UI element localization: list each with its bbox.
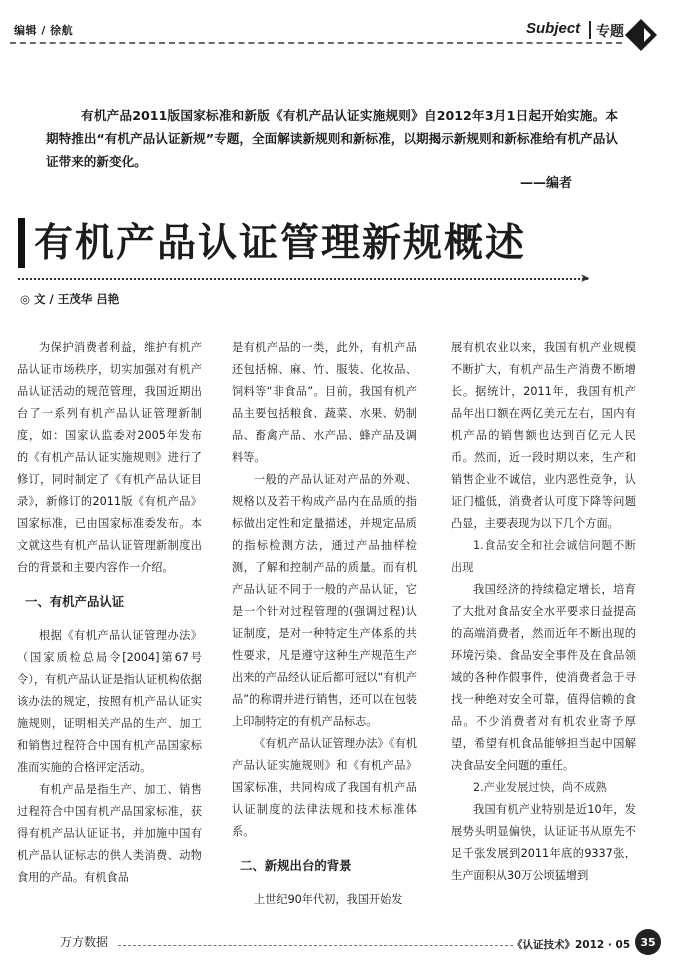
paragraph: 我国有机产业特别是近10年，发展势头明显偏快，认证证书从原先不足千张发展到2011年底的9337张，生产面积从30万公顷猛增到 bbox=[451, 803, 636, 882]
page-number: 35 bbox=[635, 929, 661, 955]
title-marker bbox=[18, 218, 25, 268]
section-editor: 编辑 / 徐航 bbox=[14, 24, 74, 37]
intro-signature: ——编者 bbox=[520, 176, 573, 191]
paragraph: 我国经济的持续稳定增长，培育了大批对食品安全水平要求日益提高的高端消费者，然而近年不断出现的环境污染、食品安全事件及在食品领域的各种作假事件，使消费者急于寻找一种绝对安全可靠，值得信赖的食品。不少消费者对有机农业寄予厚望，希望有机食品能够担当起中国解决食品安全问题的重任。 bbox=[451, 583, 636, 772]
section-label-en: Subject bbox=[526, 20, 581, 37]
section-heading: 二、新规出台的背景 bbox=[240, 858, 352, 873]
diamond-badge-icon bbox=[624, 18, 658, 52]
paragraph: 是有机产品的一类，此外，有机产品还包括棉、麻、竹、服装、化妆品、饲料等“非食品”。目前，我国有机产品主要包括粮食、蔬菜、水果、奶制品、畜禽产品、水产品、蜂产品及调料等。 bbox=[232, 341, 417, 464]
subheading: 2.产业发展过快，尚不成熟 bbox=[473, 781, 607, 794]
source-watermark: 万方数据 bbox=[60, 935, 109, 949]
subheading: 1.食品安全和社会诚信问题不断出现 bbox=[451, 539, 636, 574]
section-label: 专题 bbox=[596, 24, 624, 40]
column-3 bbox=[451, 337, 636, 887]
header-separator bbox=[589, 21, 591, 39]
paragraph: 有机产品是指生产、加工、销售过程符合中国有机产品国家标准，获得有机产品认证证书，并加施中国有机产品认证标志的供人类消费、动物食用的产品。有机食品 bbox=[17, 783, 202, 884]
section-heading: 一、有机产品认证 bbox=[25, 594, 125, 609]
article-title: 有机产品认证管理新规概述 bbox=[34, 221, 527, 266]
article-author: ◎ 文 / 王茂华 吕艳 bbox=[20, 292, 120, 306]
arrow-right-icon: ➤ bbox=[580, 271, 591, 285]
paragraph: 一般的产品认证对产品的外观、规格以及若干构成产品内在品质的指标做出定性和定量描述，并规定品质的指标检测方法，通过产品抽样检测，了解和控制产品的质量。而有机产品认证不同于一般的产品认证，它是一个针对过程管理的(强调过程)认证制度，是对一种特定生产体系的共性要求，凡是遵守这种生产规范生产出来的产品经认证后都可冠以“有机产品”的称谓并进行销售，还可以在包装上印制特定的有机产品标志。 bbox=[232, 473, 417, 728]
paragraph: 《有机产品认证管理办法》《有机产品认证实施规则》和《有机产品》国家标准，共同构成了我国有机产品认证制度的法律法规和技术标准体系。 bbox=[232, 737, 417, 838]
paragraph: 根据《有机产品认证管理办法》（国家质检总局令[2004]第67号令），有机产品认证是指认证机构依据该办法的规定，按照有机产品认证实施规则，证明相关产品的生产、加工和销售过程符合中国有机产品国家标准而实施的合格评定活动。 bbox=[17, 629, 202, 774]
header-divider bbox=[10, 42, 622, 44]
magazine-issue: 《认证技术》2012 · 05 bbox=[512, 939, 631, 951]
footer-divider bbox=[118, 945, 513, 946]
column-1 bbox=[17, 337, 202, 889]
paragraph: 为保护消费者利益，维护有机产品认证市场秩序，切实加强对有机产品认证活动的规范管理，我国近期出台了一系列有机产品认证管理新制度，如：国家认监委对2005年发布的《有机产品认证实施规则》进行了修订，同时制定了《有机产品认证目录》，新修订的2011版《有机产品》国家标准，已由国家标准委发布。本文就这些有机产品认证管理新制度出台的背景和主要内容作一介绍。 bbox=[17, 341, 202, 574]
paragraph: 上世纪90年代初，我国开始发 bbox=[254, 893, 403, 906]
column-2 bbox=[232, 337, 417, 911]
paragraph: 展有机农业以来，我国有机产业规模不断扩大，有机产品生产消费不断增长。据统计，2011年，我国有机产品年出口额在两亿美元左右，国内有机产品的销售额也达到百亿元人民币。然而，近一段时期以来，生产和销售企业不诚信，业内恶性竞争，认证门槛低，消费者认可度下降等问题凸显，主要表现为以下几个方面。 bbox=[451, 341, 636, 530]
title-underline bbox=[18, 278, 588, 280]
intro-paragraph: 有机产品2011版国家标准和新版《有机产品认证实施规则》自2012年3月1日起开始实施。本期特推出“有机产品认证新规”专题，全面解读新规则和新标准，以期揭示新规则和新标准给有机产品认证带来的新变化。 bbox=[46, 108, 618, 169]
